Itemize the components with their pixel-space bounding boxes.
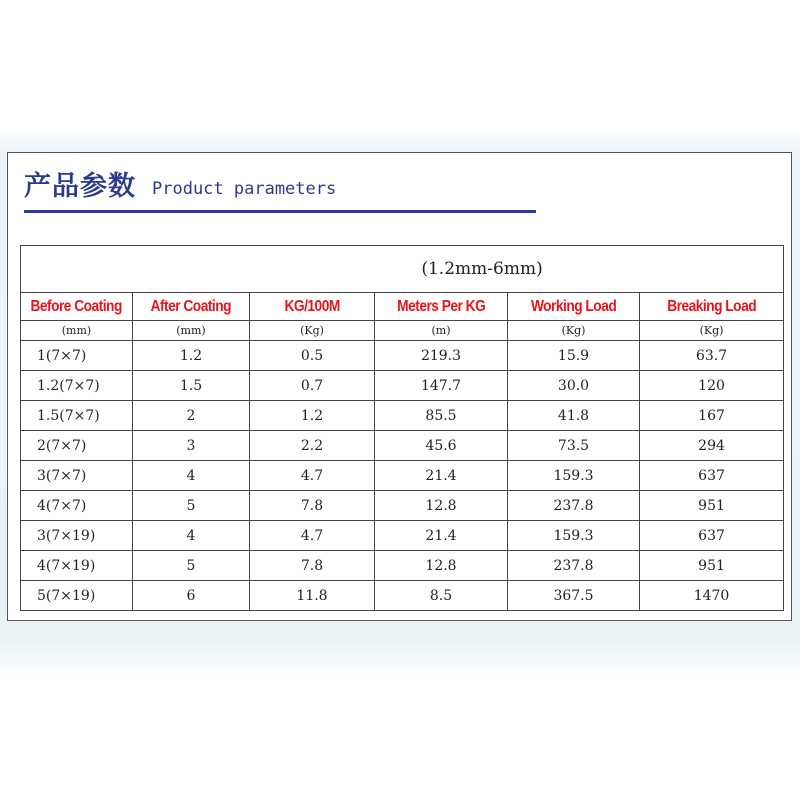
table-cell: 5 xyxy=(133,551,250,581)
table-cell: 1.2 xyxy=(250,401,375,431)
table-cell: 237.8 xyxy=(508,491,640,521)
table-row xyxy=(21,341,784,371)
diameter-range: (1.2mm-6mm) xyxy=(21,246,784,293)
heading-underline xyxy=(24,210,536,213)
column-unit: (mm) xyxy=(21,321,133,341)
table-cell: 85.5 xyxy=(375,401,508,431)
table-cell: 1.5(7×7) xyxy=(21,401,133,431)
table-cell: 367.5 xyxy=(508,581,640,611)
table-cell: 1.2(7×7) xyxy=(21,371,133,401)
table-cell: 4 xyxy=(133,521,250,551)
column-unit: (Kg) xyxy=(508,321,640,341)
table-cell: 7.8 xyxy=(250,491,375,521)
table-cell: 30.0 xyxy=(508,371,640,401)
table-cell: 5 xyxy=(133,491,250,521)
table-row xyxy=(21,581,784,611)
table-cell: 3(7×19) xyxy=(21,521,133,551)
table-cell: 4.7 xyxy=(250,461,375,491)
heading-title-cn: 产品参数 xyxy=(24,171,136,202)
table-row xyxy=(21,461,784,491)
table-cell: 159.3 xyxy=(508,521,640,551)
product-parameters-panel xyxy=(7,152,792,621)
section-heading xyxy=(24,163,336,203)
table-cell: 1.5 xyxy=(133,371,250,401)
parameters-table xyxy=(20,245,784,611)
column-unit: (Kg) xyxy=(640,321,784,341)
table-cell: 21.4 xyxy=(375,461,508,491)
table-cell: 0.5 xyxy=(250,341,375,371)
table-cell: 1(7×7) xyxy=(21,341,133,371)
column-unit: (m) xyxy=(375,321,508,341)
table-row xyxy=(21,401,784,431)
table-cell: 951 xyxy=(640,491,784,521)
header-row xyxy=(21,293,784,321)
table-cell: 4.7 xyxy=(250,521,375,551)
table-cell: 159.3 xyxy=(508,461,640,491)
unit-row xyxy=(21,321,784,341)
range-row xyxy=(21,246,784,293)
table-cell: 6 xyxy=(133,581,250,611)
table-cell: 11.8 xyxy=(250,581,375,611)
table-cell: 637 xyxy=(640,521,784,551)
table-cell: 15.9 xyxy=(508,341,640,371)
table-cell: 45.6 xyxy=(375,431,508,461)
table-cell: 2(7×7) xyxy=(21,431,133,461)
heading-title-en: Product parameters xyxy=(152,179,337,199)
table-cell: 1470 xyxy=(640,581,784,611)
table-row xyxy=(21,431,784,461)
table-cell: 7.8 xyxy=(250,551,375,581)
table-cell: 219.3 xyxy=(375,341,508,371)
table-row xyxy=(21,551,784,581)
column-header: KG/100M xyxy=(250,293,375,321)
table-cell: 3(7×7) xyxy=(21,461,133,491)
column-header: Working Load xyxy=(508,293,640,321)
table-cell: 4 xyxy=(133,461,250,491)
table-cell: 21.4 xyxy=(375,521,508,551)
table-cell: 120 xyxy=(640,371,784,401)
column-header: Meters Per KG xyxy=(375,293,508,321)
table-row xyxy=(21,521,784,551)
table-cell: 63.7 xyxy=(640,341,784,371)
table-cell: 167 xyxy=(640,401,784,431)
table-cell: 4(7×7) xyxy=(21,491,133,521)
table-cell: 2.2 xyxy=(250,431,375,461)
table-cell: 12.8 xyxy=(375,551,508,581)
column-header: After Coating xyxy=(133,293,250,321)
table-row xyxy=(21,371,784,401)
table-cell: 73.5 xyxy=(508,431,640,461)
table-cell: 147.7 xyxy=(375,371,508,401)
table-cell: 3 xyxy=(133,431,250,461)
table-cell: 237.8 xyxy=(508,551,640,581)
table-row xyxy=(21,491,784,521)
table-cell: 294 xyxy=(640,431,784,461)
column-unit: (Kg) xyxy=(250,321,375,341)
table-cell: 12.8 xyxy=(375,491,508,521)
table-cell: 8.5 xyxy=(375,581,508,611)
table-cell: 0.7 xyxy=(250,371,375,401)
column-unit: (mm) xyxy=(133,321,250,341)
table-cell: 4(7×19) xyxy=(21,551,133,581)
table-cell: 5(7×19) xyxy=(21,581,133,611)
table-cell: 2 xyxy=(133,401,250,431)
column-header: Breaking Load xyxy=(640,293,784,321)
table-cell: 41.8 xyxy=(508,401,640,431)
column-header: Before Coating xyxy=(21,293,133,321)
table-cell: 637 xyxy=(640,461,784,491)
table-cell: 1.2 xyxy=(133,341,250,371)
table-cell: 951 xyxy=(640,551,784,581)
